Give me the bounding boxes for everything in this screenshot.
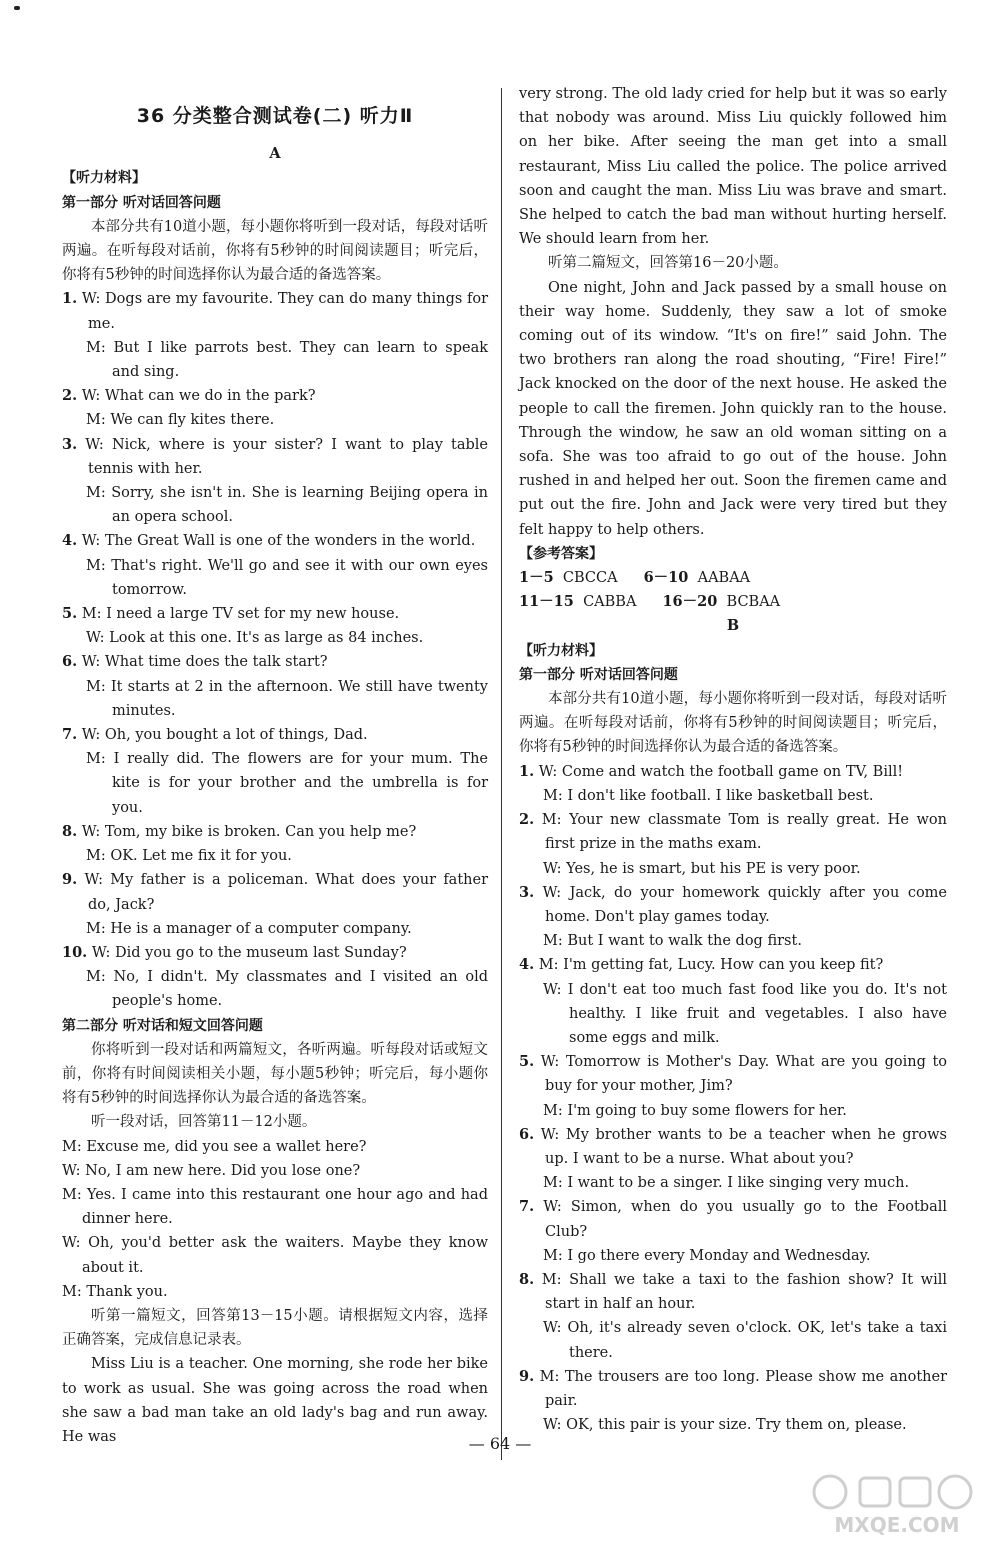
dialogue-line-second: M: I go there every Monday and Wednesday. <box>543 1247 871 1264</box>
question-number: 4. <box>519 956 535 974</box>
question-number: 1. <box>62 290 78 308</box>
dialogue-line-first <box>62 287 488 335</box>
dialogue-line-second: W: I don't eat too much fast food like you do. It's not healthy. I like fruit and vegetables. I also have some eggs and milk. <box>543 981 947 1046</box>
question-number: 3. <box>519 883 535 901</box>
dialogue-line-first <box>62 384 488 408</box>
passage2-text: One night, John and Jack passed by a small house on their way home. Suddenly, they saw a lot of smoke coming out of its window. “It's on fire!” said John. The two brothers ran along the road shouting, “Fire! Fire!” Jack knocked on the door of the next house. He asked the people to call the firemen. John quickly ran to the house. Through the window, he saw an old woman sitting on a sofa. She was too afraid to go out of the house. John rushed in and helped her out. Soon the firemen came and put out the fire. John and Jack were very tired but they felt happy to help others. <box>519 279 947 538</box>
right-column <box>519 82 947 1437</box>
answer-letters: CBCCA <box>562 570 618 587</box>
question-number: 6. <box>62 653 78 671</box>
dialogue-text: M: The trousers are too long. Please show me another pair. <box>539 1368 947 1409</box>
dialogue-line-second: M: I'm going to buy some flowers for her. <box>543 1102 847 1119</box>
dialogue-intro: 听一段对话，回答第11－12小题。 <box>91 1114 317 1131</box>
listening-material-label-b: 【听力材料】 <box>519 642 603 659</box>
dialogue-text: W: What time does the talk start? <box>81 654 328 671</box>
page-number: — 64 — <box>468 1434 532 1453</box>
dialogue-text: W: What can we do in the park? <box>81 388 316 405</box>
passage1-intro: 听第一篇短文，回答第13－15小题。请根据短文内容，选择正确答案，完成信息记录表。 <box>62 1307 488 1349</box>
dialogue-line-second: M: It starts at 2 in the afternoon. We still have twenty minutes. <box>86 678 488 719</box>
a-dialogue-list <box>62 287 488 1013</box>
dialogue-text: W: Jack, do your homework quickly after you come home. Don't play games today. <box>542 884 948 925</box>
dialogue-line-second: M: But I like parrots best. They can learn to speak and sing. <box>86 339 488 381</box>
dialogue-line-first <box>62 529 488 553</box>
dialogue-line-second: W: OK, this pair is your size. Try them on, please. <box>543 1417 907 1434</box>
dialogue-text: M: Shall we take a taxi to the fashion show? It will start in half an hour. <box>541 1271 948 1313</box>
dialogue-line-second: M: We can fly kites there. <box>86 412 275 429</box>
site-watermark-logo <box>805 1470 990 1540</box>
watermark-text: MXQE.COM <box>834 1513 960 1537</box>
dialogue-line-first <box>62 602 488 626</box>
question-number: 3. <box>62 435 78 453</box>
question-number: 8. <box>62 822 78 840</box>
answer-range: 16－20 <box>662 593 718 611</box>
corner-mark <box>14 6 20 10</box>
answer-range: 6－10 <box>643 569 689 587</box>
page-title: 36 分类整合测试卷(二) 听力Ⅱ <box>136 105 414 127</box>
section-b-label: B <box>726 617 740 635</box>
dialogue-text: W: Did you go to the museum last Sunday? <box>91 944 407 961</box>
dialogue-line-first <box>519 808 947 856</box>
dialogue-line-second: M: I want to be a singer. I like singing very much. <box>543 1175 910 1192</box>
dialogue-line-second: W: Oh, it's already seven o'clock. OK, let's take a taxi there. <box>543 1320 947 1361</box>
dialogue-line-first <box>519 881 947 929</box>
dialogue-line-first <box>62 820 488 844</box>
passage2-intro: 听第二篇短文，回答第16－20小题。 <box>548 255 788 272</box>
dialogue-text: W: Come and watch the football game on TV, Bill! <box>538 763 904 780</box>
passage1-text-right: very strong. The old lady cried for help but it was so early that nobody was around. Miss Liu quickly followed him on her bike. After seeing the man get into a small restaurant, Miss Liu called the police. The police arrived soon and caught the man. Miss Liu was brave and smart. She helped to catch the bad man without hurting herself. We should learn from her. <box>519 86 947 248</box>
dialogue-line-first <box>62 868 488 916</box>
question-number: 10. <box>62 943 88 961</box>
listening-material-label-a: 【听力材料】 <box>62 170 146 187</box>
dialogue-text: M: I need a large TV set for my new house. <box>81 606 400 623</box>
answers-row-2 <box>519 590 947 614</box>
conversation-line: M: Excuse me, did you see a wallet here? <box>62 1138 367 1155</box>
b-dialogue-list <box>519 760 947 1438</box>
answer-range: 11－15 <box>519 593 574 611</box>
left-column <box>62 82 488 1449</box>
dialogue-lines <box>62 1135 488 1304</box>
dialogue-text: W: Tom, my bike is broken. Can you help me? <box>81 823 417 840</box>
conversation-line: W: No, I am new here. Did you lose one? <box>62 1162 361 1179</box>
question-number: 9. <box>519 1367 535 1385</box>
question-number: 7. <box>62 726 78 744</box>
dialogue-line-second: M: I don't like football. I like basketball best. <box>543 787 874 804</box>
dialogue-text: W: Dogs are my favourite. They can do many things for me. <box>81 291 489 332</box>
dialogue-line-second: M: That's right. We'll go and see it with our own eyes tomorrow. <box>86 557 488 598</box>
dialogue-line-first <box>62 433 488 481</box>
dialogue-text: W: Tomorrow is Mother's Day. What are you going to buy for your mother, Jim? <box>540 1054 947 1095</box>
dialogue-line-second: M: No, I didn't. My classmates and I visited an old people's home. <box>86 969 488 1010</box>
column-divider <box>501 88 502 1460</box>
question-number: 4. <box>62 532 78 550</box>
part2-intro: 你将听到一段对话和两篇短文，各听两遍。听每段对话或短文前，你将有时间阅读相关小题，每小题5秒钟；听完后，每小题你将有5秒钟的时间选择你认为最合适的备选答案。 <box>62 1041 488 1107</box>
section-a-label: A <box>269 145 281 163</box>
dialogue-line-second: M: He is a manager of a computer company. <box>86 920 412 937</box>
dialogue-line-second: M: OK. Let me fix it for you. <box>86 848 292 865</box>
dialogue-line-first <box>519 1123 947 1171</box>
part2-heading: 第二部分 听对话和短文回答问题 <box>62 1017 263 1034</box>
dialogue-line-first <box>519 1195 947 1243</box>
answer-letters: CABBA <box>583 594 637 611</box>
part1-intro-b: 本部分共有10道小题，每小题你将听到一段对话，每段对话听两遍。在听每段对话前，你将有5秒钟的时间阅读题目；听完后，你将有5秒钟的时间选择你认为最合适的备选答案。 <box>519 691 947 756</box>
question-number: 6. <box>519 1125 535 1143</box>
dialogue-line-second: W: Look at this one. It's as large as 84 inches. <box>86 630 424 647</box>
part1-intro-a: 本部分共有10道小题，每小题你将听到一段对话，每段对话听两遍。在听每段对话前，你将有5秒钟的时间阅读题目；听完后，你将有5秒钟的时间选择你认为最合适的备选答案。 <box>62 218 488 284</box>
dialogue-text: W: Oh, you bought a lot of things, Dad. <box>81 727 368 744</box>
dialogue-line-first <box>519 1268 947 1316</box>
question-number: 1. <box>519 762 535 780</box>
part1-heading-b: 第一部分 听对话回答问题 <box>519 666 678 683</box>
dialogue-text: W: My brother wants to be a teacher when he grows up. I want to be a nurse. What about you? <box>540 1126 947 1167</box>
question-number: 5. <box>62 605 78 623</box>
dialogue-text: M: I'm getting fat, Lucy. How can you keep fit? <box>538 957 884 974</box>
conversation-line: W: Oh, you'd better ask the waiters. Maybe they know about it. <box>62 1235 488 1276</box>
dialogue-line-first <box>62 723 488 747</box>
question-number: 9. <box>62 871 78 889</box>
answers-row-1 <box>519 566 947 590</box>
dialogue-line-second: M: Sorry, she isn't in. She is learning Beijing opera in an opera school. <box>86 485 488 526</box>
dialogue-line-second: W: Yes, he is smart, but his PE is very poor. <box>543 860 861 877</box>
dialogue-line-first <box>62 941 488 965</box>
answer-range: 1－5 <box>519 569 554 587</box>
dialogue-line-first <box>519 1050 947 1098</box>
answers-label: 【参考答案】 <box>519 545 603 562</box>
dialogue-line-first <box>62 650 488 674</box>
conversation-line: M: Yes. I came into this restaurant one hour ago and had dinner here. <box>62 1186 488 1228</box>
dialogue-line-first <box>519 760 947 784</box>
dialogue-line-first <box>519 953 947 977</box>
dialogue-line-second: M: I really did. The flowers are for your mum. The kite is for your brother and the umbrella is for you. <box>86 751 488 816</box>
part1-heading-a: 第一部分 听对话回答问题 <box>62 194 221 211</box>
question-number: 7. <box>519 1198 535 1216</box>
dialogue-text: W: My father is a policeman. What does your father do, Jack? <box>84 872 489 913</box>
question-number: 5. <box>519 1053 535 1071</box>
answer-letters: AABAA <box>697 570 751 587</box>
question-number: 2. <box>519 811 535 829</box>
question-number: 2. <box>62 387 78 405</box>
dialogue-line-first <box>519 1365 947 1413</box>
dialogue-text: W: The Great Wall is one of the wonders in the world. <box>81 533 476 550</box>
question-number: 8. <box>519 1270 535 1288</box>
dialogue-line-second: M: But I want to walk the dog first. <box>543 933 802 950</box>
dialogue-text: M: Your new classmate Tom is really great. He won first prize in the maths exam. <box>541 812 947 853</box>
dialogue-text: W: Simon, when do you usually go to the Football Club? <box>543 1199 947 1240</box>
answer-letters: BCBAA <box>726 594 781 611</box>
dialogue-text: W: Nick, where is your sister? I want to play table tennis with her. <box>85 436 488 477</box>
conversation-line: M: Thank you. <box>62 1283 168 1300</box>
passage1-text-left: Miss Liu is a teacher. One morning, she rode her bike to work as usual. She was going across the road when she saw a bad man take an old lady's bag and run away. He was <box>62 1356 488 1445</box>
